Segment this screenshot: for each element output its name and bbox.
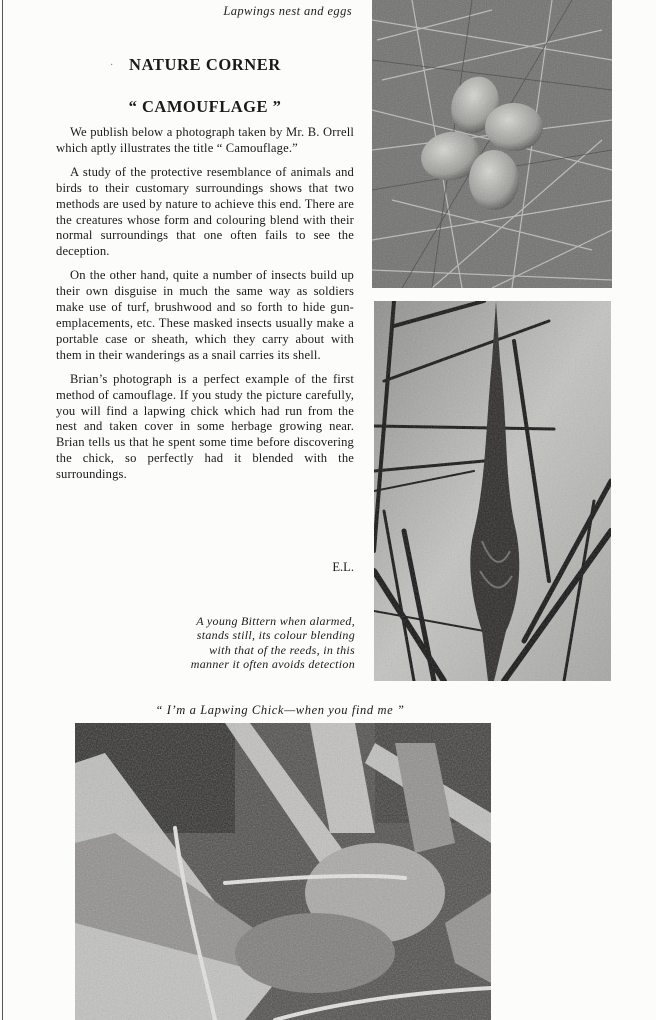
bittern-photo-caption [150,614,355,671]
article-title: “ CAMOUFLAGE ” [128,97,282,116]
caption-line: A young Bittern when alarmed, [196,614,355,628]
caption-line: manner it often avoids detection [190,656,355,671]
caption-line: stands still, its colour blending [196,628,355,643]
paragraph-2: A study of the protective resemblance of animals and birds to their customary surroundings shows that two methods are used by nature to achieve this end. There are the creatures whose form and colouring blend with their normal surroundings that one often fails to see the deception. [56,164,354,259]
paragraph-3: On the other hand, quite a number of insects build up their own disguise in much the same way as soldiers make use of turf, brushwood and so forth to hide gun-emplacements, etc. These masked insects usually make a portable case or sheath, which they carry about with them in their wanderings as a snail carries its shell. [56,268,354,362]
section-title: NATURE CORNER [129,55,281,74]
page-edge-line [2,0,3,1020]
article-body [56,125,354,491]
paragraph-1: We publish below a photograph taken by Mr. B. Orrell which aptly illustrates the title “ Camouflage.” [56,125,354,155]
chick-photo-caption: “ I’m a Lapwing Chick—when you find me ” [155,703,405,717]
nest-with-four-eggs-photo [372,0,612,288]
nest-photo-caption: Lapwings nest and eggs [223,4,352,18]
decorative-dot: · [110,60,114,71]
caption-line: with that of the reeds, in this [209,642,355,657]
author-signature: E.L. [332,560,354,574]
bittern-in-reeds-photo [374,301,611,681]
hidden-lapwing-chick-photo [75,723,491,1020]
paragraph-4: Brian’s photograph is a perfect example of the first method of camouflage. If you study the picture carefully, you will find a lapwing chick which had run from the nest and taken cover in some herbage growing near. Brian tells us that he spent some time before discovering the chick, so perfectly had it blended with the surroundings. [56,371,354,482]
